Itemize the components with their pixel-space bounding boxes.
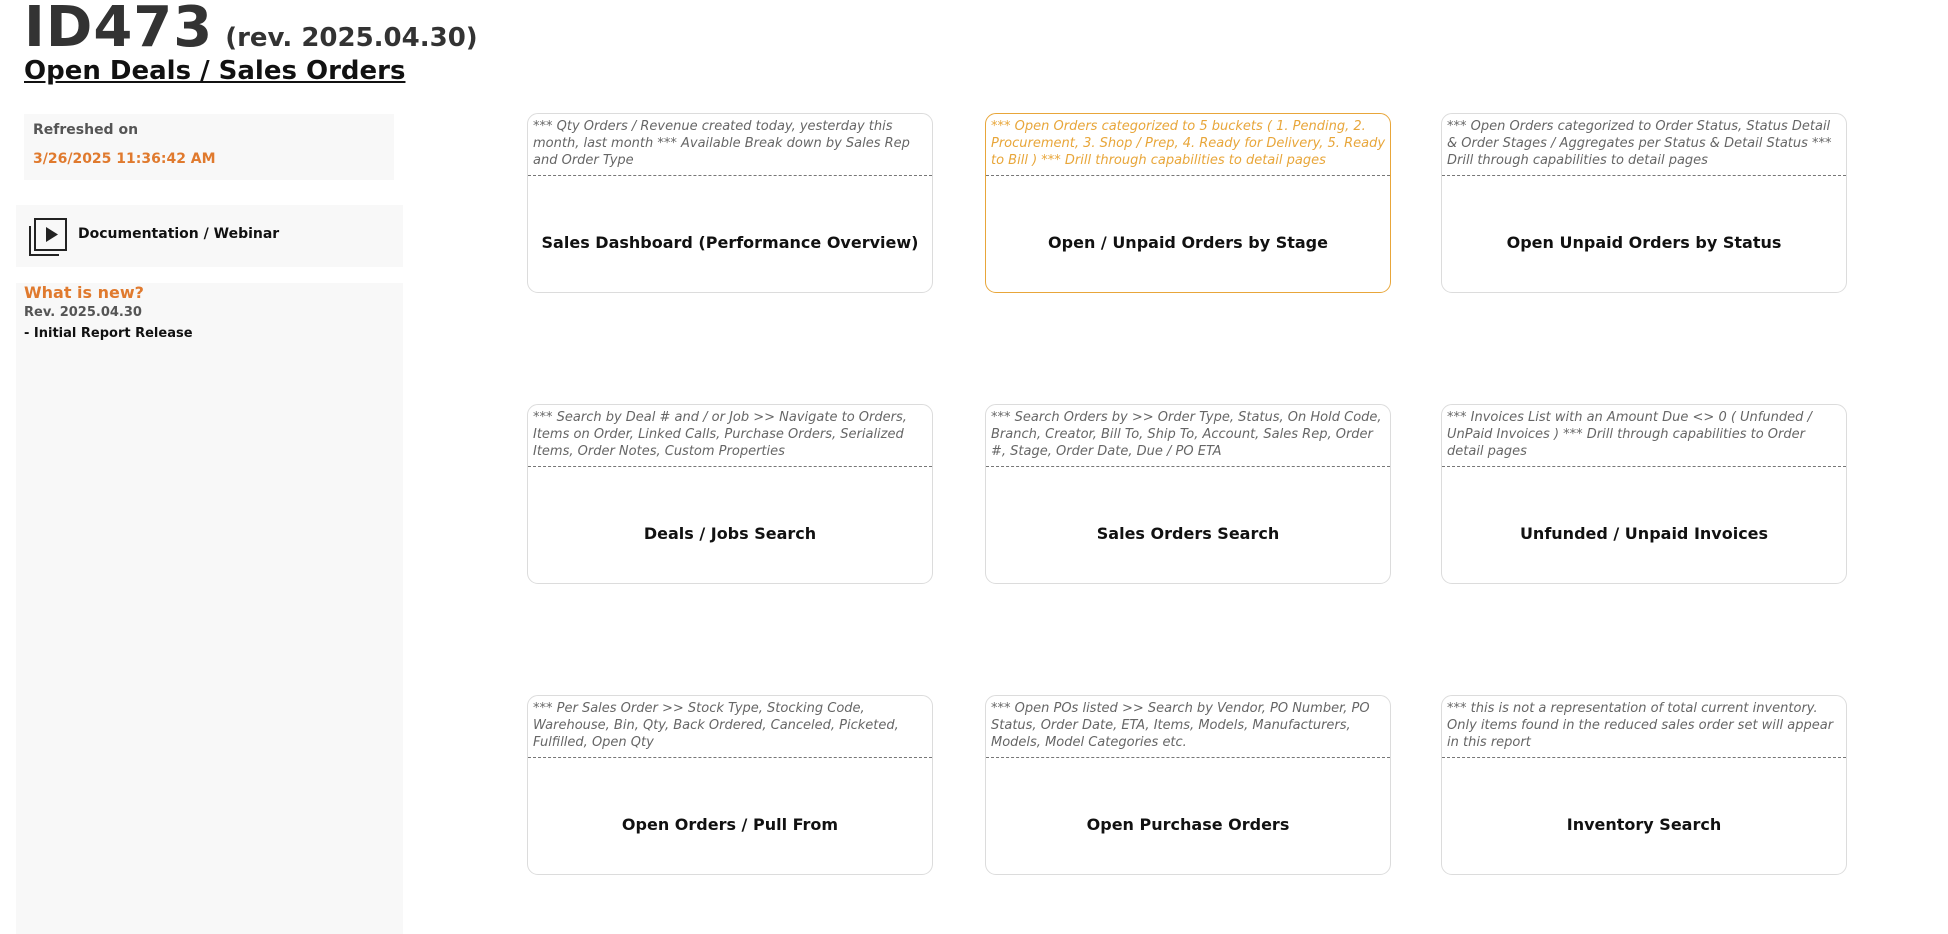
card-orders-by-stage[interactable] xyxy=(985,113,1391,293)
card-divider xyxy=(1442,757,1846,758)
card-title: Unfunded / Unpaid Invoices xyxy=(1519,524,1769,543)
card-inventory-search[interactable] xyxy=(1441,695,1847,875)
card-title: Sales Dashboard (Performance Overview) xyxy=(541,233,919,252)
card-divider xyxy=(986,466,1390,467)
card-divider xyxy=(1442,466,1846,467)
card-divider xyxy=(986,175,1390,176)
card-divider xyxy=(528,175,932,176)
card-description: *** Qty Orders / Revenue created today, yesterday this month, last month *** Available Break down by Sales Rep and Order Type xyxy=(533,119,910,168)
card-sales-orders-search[interactable] xyxy=(985,404,1391,584)
card-description: *** Open POs listed >> Search by Vendor, PO Number, PO Status, Order Date, ETA, Items, Models, Manufacturers, Models, Model Categories etc. xyxy=(991,701,1370,750)
video-play-icon xyxy=(28,217,68,257)
card-divider xyxy=(528,466,932,467)
card-title: Open Purchase Orders xyxy=(1086,815,1290,834)
card-orders-by-status[interactable] xyxy=(1441,113,1847,293)
card-title: Open Unpaid Orders by Status xyxy=(1506,233,1782,252)
report-revision: (rev. 2025.04.30) xyxy=(225,23,478,53)
card-divider xyxy=(528,757,932,758)
whats-new-revision: Rev. 2025.04.30 xyxy=(24,305,142,320)
refresh-label: Refreshed on xyxy=(33,122,139,138)
card-title: Open / Unpaid Orders by Stage xyxy=(1048,233,1328,252)
card-deals-jobs-search[interactable] xyxy=(527,404,933,584)
card-title: Inventory Search xyxy=(1566,815,1722,834)
card-sales-dashboard[interactable] xyxy=(527,113,933,293)
report-id: ID473 xyxy=(24,0,214,60)
whats-new-item: - Initial Report Release xyxy=(24,326,193,341)
report-subtitle[interactable]: Open Deals / Sales Orders xyxy=(24,56,406,86)
card-description: *** Search Orders by >> Order Type, Status, On Hold Code, Branch, Creator, Bill To, Ship To, Account, Sales Rep, Order #, Stage, Order Date, Due / PO ETA xyxy=(991,410,1382,459)
card-divider xyxy=(1442,175,1846,176)
card-description: *** Invoices List with an Amount Due <> 0 ( Unfunded / UnPaid Invoices ) *** Drill through capabilities to Order detail pages xyxy=(1447,410,1812,459)
card-title: Deals / Jobs Search xyxy=(643,524,817,543)
card-title: Open Orders / Pull From xyxy=(621,815,839,834)
card-pull-from[interactable] xyxy=(527,695,933,875)
documentation-label: Documentation / Webinar xyxy=(78,226,280,242)
refresh-panel xyxy=(24,114,394,180)
card-description: *** this is not a representation of total current inventory. Only items found in the reduced sales order set will appear in this report xyxy=(1447,701,1834,750)
refresh-timestamp: 3/26/2025 11:36:42 AM xyxy=(33,151,216,167)
card-description: *** Open Orders categorized to Order Status, Status Detail & Order Stages / Aggregates per Status & Detail Status *** Drill through capabilities to detail pages xyxy=(1447,119,1832,168)
documentation-link[interactable] xyxy=(16,205,403,267)
card-divider xyxy=(986,757,1390,758)
card-open-purchase-orders[interactable] xyxy=(985,695,1391,875)
card-unpaid-invoices[interactable] xyxy=(1441,404,1847,584)
card-description: *** Open Orders categorized to 5 buckets ( 1. Pending, 2. Procurement, 3. Shop / Prep, 4. Ready for Delivery, 5. Ready to Bill ) *** Drill through capabilities to detail pages xyxy=(991,119,1386,168)
whats-new-panel xyxy=(16,283,403,934)
card-description: *** Search by Deal # and / or Job >> Navigate to Orders, Items on Order, Linked Calls, Purchase Orders, Serialized Items, Order Notes, Custom Properties xyxy=(533,410,907,459)
card-description: *** Per Sales Order >> Stock Type, Stocking Code, Warehouse, Bin, Qty, Back Ordered, Canceled, Picketed, Fulfilled, Open Qty xyxy=(533,701,899,750)
report-title xyxy=(24,0,478,60)
whats-new-title: What is new? xyxy=(24,283,144,302)
card-title: Sales Orders Search xyxy=(1096,524,1280,543)
